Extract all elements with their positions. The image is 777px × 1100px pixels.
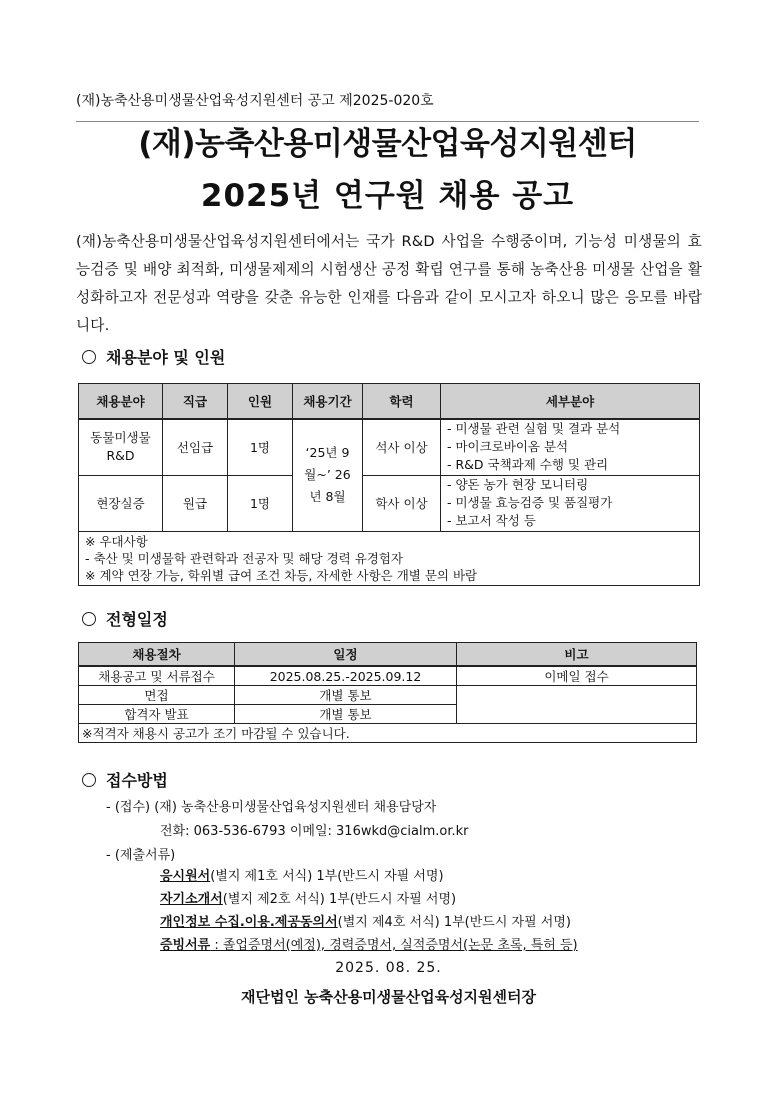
step-cell: 채용공고 및 서류접수 xyxy=(79,666,235,686)
table-row xyxy=(79,419,700,475)
table-header-row xyxy=(79,643,697,667)
circle-bullet-icon xyxy=(82,612,96,626)
documents-label: - (제출서류) xyxy=(106,848,176,863)
header-cell: 학력 xyxy=(363,384,441,420)
step-cell: 면접 xyxy=(79,686,235,705)
count-cell: 1명 xyxy=(228,419,293,475)
section-heading-positions: 채용분야 및 인원 xyxy=(82,345,225,368)
schedule-table xyxy=(78,642,697,743)
notes-row xyxy=(79,531,700,585)
detail-item: - 미생물 관련 실험 및 결과 분석 xyxy=(447,421,621,437)
positions-table xyxy=(78,383,700,586)
document-name: 개인정보 수집.이용.제공동의서 xyxy=(160,915,338,930)
header-cell: 직급 xyxy=(163,384,228,420)
header-cell: 채용절차 xyxy=(79,643,235,667)
contact-line: 전화: 063-536-6793 이메일: 316wkd@cialm.or.kr xyxy=(160,824,469,839)
schedule-cell: 2025.08.25.-2025.09.12 xyxy=(235,666,457,686)
header-cell: 인원 xyxy=(228,384,293,420)
detail-item: - 미생물 효능검증 및 품질평가 xyxy=(447,495,613,510)
note-line: ※적격자 채용시 공고가 조기 마감될 수 있습니다. xyxy=(79,724,697,743)
remark-cell xyxy=(457,686,697,724)
document-name: 증빙서류 xyxy=(160,938,211,953)
table-row xyxy=(79,686,697,705)
page-subtitle: 2025년 연구원 채용 공고 xyxy=(200,178,575,214)
count-cell: 1명 xyxy=(228,475,293,531)
field-cell: 현장실증 xyxy=(79,475,163,531)
table-header-row xyxy=(79,384,700,420)
detail-cell xyxy=(441,475,700,531)
field-cell: 동물미생물 R&D xyxy=(79,419,163,475)
remark-cell: 이메일 접수 xyxy=(457,666,697,686)
header-cell: 일정 xyxy=(235,643,457,667)
document-item: 응시원서(별지 제1호 서식) 1부(반드시 자필 서명) xyxy=(160,869,444,884)
detail-item: - 양돈 농가 현장 모니터링 xyxy=(447,477,589,492)
circle-bullet-icon xyxy=(82,350,96,364)
section-heading-application: 접수방법 xyxy=(82,768,168,791)
note-line: ※ 계약 연장 가능, 학위별 급여 조건 차등, 자세한 사항은 개별 문의 바람 xyxy=(85,567,478,583)
receipt-line: - (접수) (재) 농축산용미생물산업육성지원센터 채용담당자 xyxy=(106,800,437,815)
step-cell: 합격자 발표 xyxy=(79,705,235,724)
detail-item: - 보고서 작성 등 xyxy=(447,513,536,528)
notes-row xyxy=(79,724,697,743)
document-name: 응시원서 xyxy=(160,869,211,884)
note-line: ※ 우대사항 xyxy=(85,533,148,549)
schedule-cell: 개별 통보 xyxy=(235,705,457,724)
section-heading-schedule: 전형일정 xyxy=(82,607,168,630)
page-title: (재)농축산용미생물산업육성지원센터 xyxy=(138,126,637,162)
document-name: 자기소개서 xyxy=(160,892,223,907)
detail-cell xyxy=(441,419,700,475)
table-row xyxy=(79,666,697,686)
schedule-cell: 개별 통보 xyxy=(235,686,457,705)
notice-number: (재)농축산용미생물산업육성지원센터 공고 제2025-020호 xyxy=(76,93,434,109)
note-line: - 축산 및 미생물학 관련학과 전공자 및 해당 경력 유경험자 xyxy=(85,550,403,566)
document-item: 자기소개서(별지 제2호 서식) 1부(반드시 자필 서명) xyxy=(160,892,457,907)
education-cell: 석사 이상 xyxy=(363,419,441,475)
notes-cell xyxy=(79,531,700,585)
rank-cell: 원급 xyxy=(163,475,228,531)
circle-bullet-icon xyxy=(82,773,96,787)
header-cell: 채용분야 xyxy=(79,384,163,420)
document-item: 개인정보 수집.이용.제공동의서(별지 제4호 서식) 1부(반드시 자필 서명) xyxy=(160,915,571,930)
header-cell: 채용기간 xyxy=(293,384,363,420)
education-cell: 학사 이상 xyxy=(363,475,441,531)
header-cell: 세부분야 xyxy=(441,384,700,420)
detail-item: - R&D 국책과제 수행 및 관리 xyxy=(447,457,609,473)
rank-cell: 선임급 xyxy=(163,419,228,475)
announcement-date: 2025. 08. 25. xyxy=(335,960,442,976)
intro-paragraph: (재)농축산용미생물산업육성지원센터에서는 국가 R&D 사업을 수행중이며, 기능성 미생물의 효능검증 및 배양 최적화, 미생물제제의 시험생산 공정 확립 연구를 통해 농축산용 미생물 산업을 활성화하고자 전문성과 역량을 갖춘 유능한 인재를 다음과 같이 모시고자 하오니 많은 응모를 바랍니다. xyxy=(76,233,702,334)
issuer-signature: 재단법인 농축산용미생물산업육성지원센터장 xyxy=(240,988,537,1006)
detail-item: - 마이크로바이옴 분석 xyxy=(447,439,569,455)
header-cell: 비고 xyxy=(457,643,697,667)
document-item: 증빙서류 : 졸업증명서(예정), 경력증명서, 실적증명서(논문 초록, 특허 등) xyxy=(160,938,578,953)
table-row xyxy=(79,475,700,531)
period-cell: ‘25년 9월~’ 26년 8월 xyxy=(293,419,363,531)
